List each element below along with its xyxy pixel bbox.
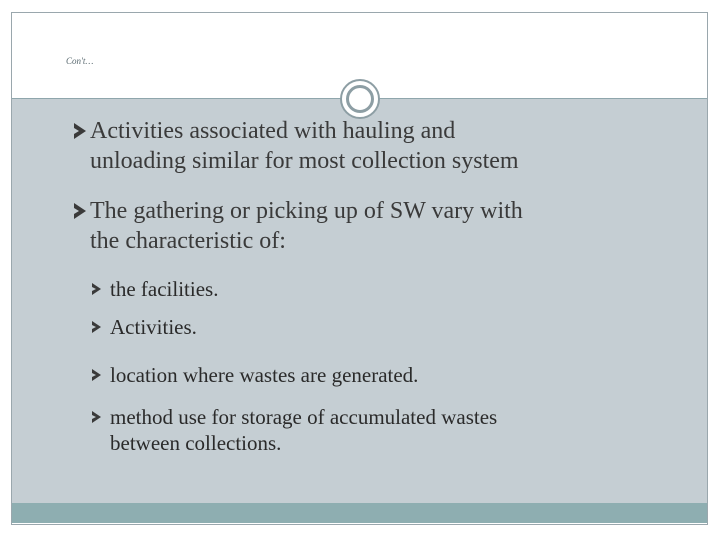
arrow-bullet-icon	[74, 203, 86, 219]
footer-bar	[12, 503, 707, 523]
sub-bullet-4-line-2: between collections.	[110, 431, 282, 455]
arrow-sub-bullet-icon	[92, 369, 101, 381]
slide-label: Con't…	[66, 56, 94, 66]
arrow-sub-bullet-icon	[92, 283, 101, 295]
sub-bullet-3: location where wastes are generated.	[110, 363, 419, 387]
arrow-bullet-icon	[74, 123, 86, 139]
arrow-sub-bullet-icon	[92, 411, 101, 423]
arrow-sub-bullet-icon	[92, 321, 101, 333]
sub-bullet-4-line-1: method use for storage of accumulated wastes	[110, 405, 498, 429]
bullet-2-line-2: the characteristic of:	[90, 228, 286, 254]
bullet-1-line-2: unloading similar for most collection system	[90, 148, 519, 174]
sub-bullet-1: the facilities.	[110, 277, 219, 301]
bullet-1-line-1: Activities associated with hauling and	[90, 118, 456, 144]
bullet-2-line-1: The gathering or picking up of SW vary with	[90, 198, 523, 224]
sub-bullet-2: Activities.	[110, 315, 197, 339]
ring-ornament-icon	[340, 79, 380, 119]
